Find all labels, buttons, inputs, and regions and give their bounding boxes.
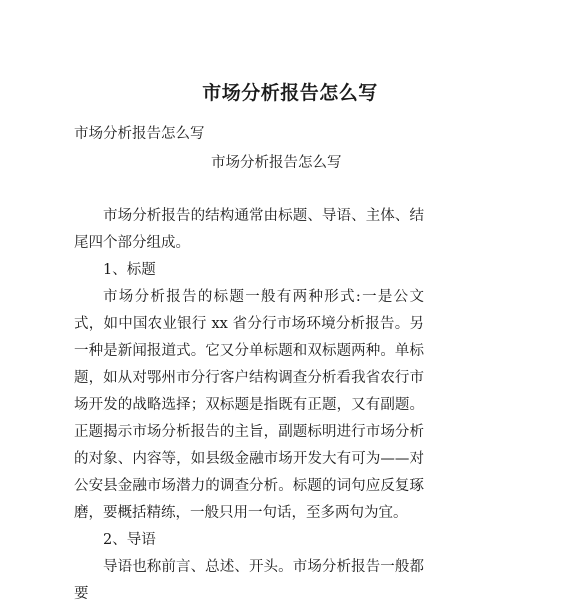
document-body	[74, 203, 424, 608]
left-heading: 市场分析报告怎么写	[74, 126, 205, 142]
section-heading-lead: 2、导语	[103, 532, 156, 548]
document-title: 市场分析报告怎么写	[202, 82, 378, 104]
paragraph-lead: 导语也称前言、总述、开头。市场分析报告一般都要	[74, 559, 424, 602]
center-heading: 市场分析报告怎么写	[211, 155, 342, 171]
section-heading-title: 1、标题	[103, 262, 156, 278]
paragraph-title-forms: 市场分析报告的标题一般有两种形式:一是公文式，如中国农业银行 xx 省分行市场环境分析报告。另一种是新闻报道式。它又分单标题和双标题两种。单标题，如从对鄂州市分行客户结构调查分析看我省农行市场开发的战略选择；双标题是指既有正题，又有副题。正题揭示市场分析报告的主旨，副题标明进行市场分析的对象、内容等，如县级金融市场开发大有可为——对公安县金融市场潜力的调查分析。标题的词句应反复琢磨，要概括精练，一般只用一句话，至多两句为宜。	[74, 289, 424, 521]
paragraph-intro: 市场分析报告的结构通常由标题、导语、主体、结尾四个部分组成。	[74, 208, 424, 251]
